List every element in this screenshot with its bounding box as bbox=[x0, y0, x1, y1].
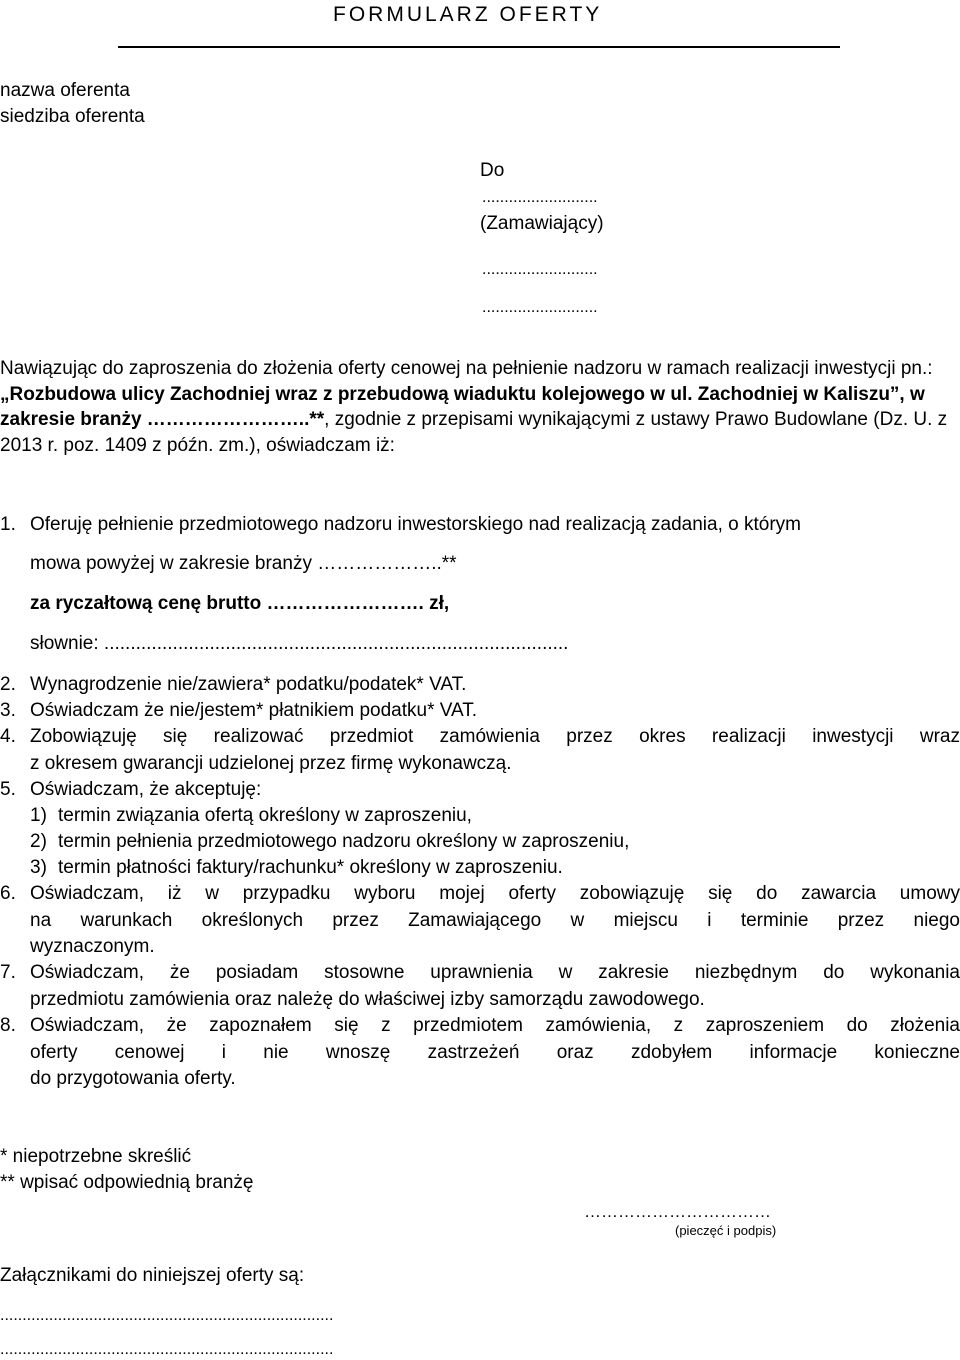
list-item-number: 4. bbox=[0, 726, 16, 747]
addressee-dots-1: .......................... bbox=[482, 189, 598, 206]
list-item-line: oferty cenowej i nie wnoszę zastrzeżeń oraz zdobyłem informacje konieczne bbox=[30, 1041, 960, 1063]
offer-item-line-2: mowa powyżej w zakresie branży ………………..** bbox=[30, 553, 457, 574]
offer-price-words: słownie: ........................................................................................ bbox=[30, 633, 569, 654]
sub-list-number: 1) bbox=[30, 805, 47, 826]
addressee-dots-3: .......................... bbox=[482, 299, 598, 316]
list-item-text bbox=[30, 881, 960, 961]
list-item-line: Oświadczam, że zapoznałem się z przedmiotem zamówienia, z zaproszeniem do złożenia bbox=[30, 1015, 960, 1036]
list-item-line: do przygotowania oferty. bbox=[30, 1068, 236, 1089]
list-item-number: 7. bbox=[0, 962, 16, 983]
project-name: „Rozbudowa ulicy Zachodniej wraz z przebudową wiaduktu kolejowego w ul. Zachodniej w Kaliszu”, w zakresie branży ……………………..** bbox=[0, 383, 925, 430]
attachment-line-2: ........................................................................... bbox=[0, 1341, 334, 1358]
footnote-one: * niepotrzebne skreślić bbox=[0, 1146, 192, 1167]
offer-price: za ryczałtową cenę brutto ……………………. zł, bbox=[30, 593, 450, 614]
list-item-line: Oświadczam, że posiadam stosowne uprawnienia w zakresie niezbędnym do wykonania bbox=[30, 962, 960, 983]
offeror-seat: siedziba oferenta bbox=[0, 106, 145, 127]
list-item-text bbox=[30, 960, 960, 1013]
list-item-text: Oświadczam, że akceptuję: bbox=[30, 779, 262, 800]
title-underline bbox=[118, 46, 840, 48]
list-item-line: z okresem gwarancji udzielonej przez firmę wykonawczą. bbox=[30, 752, 512, 774]
offer-item-number: 1. bbox=[0, 514, 16, 535]
addressee-to: Do bbox=[480, 160, 505, 181]
list-item-text bbox=[30, 1013, 960, 1093]
attachment-line-1: ........................................................................... bbox=[0, 1307, 334, 1324]
offeror-name: nazwa oferenta bbox=[0, 80, 130, 101]
list-item-line: Oświadczam, iż w przypadku wyboru mojej oferty zobowiązuję się do zawarcia umowy bbox=[30, 883, 960, 904]
list-item-text bbox=[30, 724, 960, 777]
list-item-text: Oświadczam że nie/jestem* płatnikiem podatku* VAT. bbox=[30, 700, 478, 721]
footnote-two: ** wpisać odpowiednią branżę bbox=[0, 1172, 254, 1193]
list-item-line: Zobowiązuję się realizować przedmiot zamówienia przez okres realizacji inwestycji wraz bbox=[30, 726, 960, 747]
list-item-line: przedmiotu zamówienia oraz należę do właściwej izby samorządu zawodowego. bbox=[30, 988, 705, 1010]
addressee-dots-2: .......................... bbox=[482, 261, 598, 278]
list-item-line: na warunkach określonych przez Zamawiającego w miejscu i terminie przez niego bbox=[30, 909, 960, 931]
intro-text-2: , zgodnie z przepisami wynikającymi z ustawy Prawo Budowlane (Dz. U. z 2013 r. poz. 1409 z późn. zm.), oświadczam iż: bbox=[0, 409, 948, 456]
intro-paragraph bbox=[0, 356, 960, 458]
signature-line: …………………………… bbox=[584, 1202, 771, 1221]
sub-list-text: termin pełnienia przedmiotowego nadzoru określony w zaproszeniu, bbox=[58, 831, 630, 852]
list-item-number: 6. bbox=[0, 883, 16, 904]
list-item-number: 2. bbox=[0, 674, 16, 695]
form-title: FORMULARZ OFERTY bbox=[333, 3, 603, 26]
attachments-label: Załącznikami do niniejszej oferty są: bbox=[0, 1265, 305, 1286]
list-item-number: 5. bbox=[0, 779, 16, 800]
sub-list-number: 2) bbox=[30, 831, 47, 852]
sub-list-text: termin płatności faktury/rachunku* określony w zaproszeniu. bbox=[58, 857, 563, 878]
list-item-number: 8. bbox=[0, 1015, 16, 1036]
intro-text-1: Nawiązując do zaproszenia do złożenia oferty cenowej na pełnienie nadzoru w ramach realizacji inwestycji pn.: bbox=[0, 358, 933, 379]
offer-item-line-1: Oferuję pełnienie przedmiotowego nadzoru inwestorskiego nad realizacją zadania, o którym bbox=[30, 514, 801, 535]
list-item-line: wyznaczonym. bbox=[30, 936, 155, 957]
addressee-role: (Zamawiający) bbox=[480, 213, 604, 234]
sub-list-text: termin związania ofertą określony w zaproszeniu, bbox=[58, 805, 472, 826]
sub-list-number: 3) bbox=[30, 857, 47, 878]
list-item-text: Wynagrodzenie nie/zawiera* podatku/podatek* VAT. bbox=[30, 674, 467, 695]
list-item-number: 3. bbox=[0, 700, 16, 721]
signature-label: (pieczęć i podpis) bbox=[675, 1223, 777, 1238]
